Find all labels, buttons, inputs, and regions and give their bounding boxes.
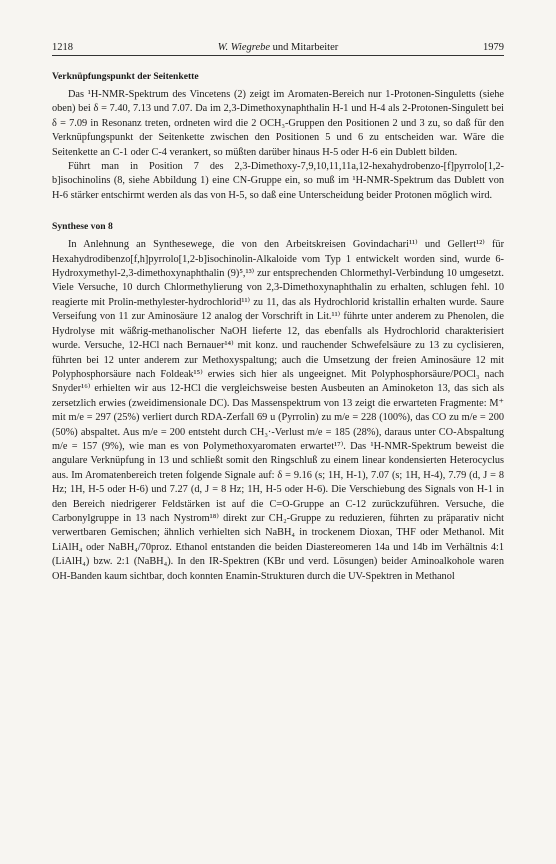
- publication-year: 1979: [483, 42, 504, 53]
- section-heading-verknuepfungspunkt: Verknüpfungspunkt der Seitenkette: [52, 71, 199, 82]
- running-header: [52, 42, 504, 56]
- paragraph-cn-gruppe: Führt man in Position 7 des 2,3-Dimethoxy-7,9,10,11,11a,12-hexahydrobenzo-[f]pyrrolo[1,2-b]isochinolins (8, siehe Abbildung 1) eine CN-Gruppe ein, so muß im ¹H-NMR-Spektrum das Dublett von H-6 stärker entschirmt werden als das von H-5, so daß eine Unterscheidung beider Protonen möglich wird.: [52, 161, 504, 201]
- section-heading-synthese: Synthese von 8: [52, 221, 113, 233]
- paragraph-synthese: In Anlehnung an Synthesewege, die von den Arbeitskreisen Govindachari¹¹⁾ und Gellert¹²⁾ für Hexahydrodibenzo[f,h]pyrrolo[1,2-b]isochinolin-Alkaloide vom Typ 1 entwickelt worden sind, wurde 6-Hydroxymethyl-2,3-dimethoxynaphthalin (9)⁵,¹³⁾ zur entsprechenden Chlormethyl-Verbindung 10 umgesetzt. Viele Versuche, 10 durch Chlormethylierung von 2,3-Dimethoxynaphthalin zu erhalten, schlugen fehl. 10 reagierte mit Prolin-methylester-hydrochlorid¹¹⁾ zu 11, das als Hydrochlorid kristallin erhalten wurde. Saure Verseifung von 11 zur Aminosäure 12 analog der Vorschrift in Lit.¹¹⁾ führte unter anderem zu Phenolen, die Hydrolyse mit wäßrig-methanolischer NaOH lieferte 12, das ebenfalls als Hydrochlorid charakterisiert wurde. Versuche, 12-HCl nach Bernauer¹⁴⁾ mit konz. und rauchender Schwefelsäure zu 13 zu cyclisieren, führten bei 12 unter anderem zur Methoxyspaltung; auch die Umsetzung der freien Aminosäure 12 mit Polyphosphorsäure nach Foldeak¹⁵⁾ erwies sich hier als ungeeignet. Mit Polyphosphorsäure/POCl₃ nach Snyder¹⁶⁾ erhielten wir aus 12-HCl die vergleichsweise besten Ausbeuten an Aminoketon 13, das sich als zersetzlich erwies (zweidimensionale DC). Das Massenspektrum von 13 zeigt die erwarteten Fragmente: M⁺ mit m/e = 297 (25%) verliert durch RDA-Zerfall 69 u (Pyrrolin) zu m/e = 228 (100%), das CO zu m/e = 200 (50%) abspaltet. Aus m/e = 200 entsteht durch CH₃·-Verlust m/e = 185 (28%), daraus unter CO-Abspaltung m/e = 157 (9%), wie man es von Polymethoxyaromaten erwartet¹⁷⁾. Das ¹H-NMR-Spektrum beweist die angulare Verknüpfung in 13 und schließt somit den Ringschluß zu einem linear kondensierten Heterocyclus aus. Im Aromatenbereich treten folgende Signale auf: δ = 9.16 (s; 1H, H-1), 7.07 (s; 1H, H-4), 7.79 (d, J = 8 Hz; 1H, H-5 oder H-6) und 7.27 (d, J = 8 Hz; 1H, H-5 oder H-6). Die Verschiebung des Signals von H-1 in den Bereich niedrigerer Feldstärken ist auf die C=O-Gruppe an C-12 zurückzuführen. Versuche, die Carbonylgruppe in 13 nach Nystrom¹⁸⁾ direkt zur CH₂-Gruppe zu reduzieren, führten zu präparativ nicht verwertbaren Gemischen; ähnlich verhielten sich NaBH₄ in trockenem Dioxan, THF oder Methanol. Mit LiAlH₄ oder NaBH₄/70proz. Ethanol entstanden die beiden Diastereomeren 14a und 14b im Verhältnis 4:1 (LiAlH₄) bzw. 2:1 (NaBH₄). In den IR-Spektren (KBr und verd. Lösungen) beider Aminoalkohole waren OH-Banden kaum sichtbar, doch konnten Enamin-Strukturen durch die UV-Spektren in Methanol: [52, 239, 504, 582]
- paragraph-nmr-vinceten: Das ¹H-NMR-Spektrum des Vincetens (2) zeigt im Aromaten-Bereich nur 1-Protonen-Singuletts (siehe oben) bei δ = 7.40, 7.13 und 7.07. Da im 2,3-Dimethoxynaphthalin H-1 und H-4 als 2-Protonen-Singulett bei δ = 7.09 in Resonanz treten, ordneten wird die 2 OCH₃-Gruppen den Positionen 2 und 3 zu, so daß für den Verknüpfungspunkt der Seitenkette zwischen den Positionen 5 und 6 zu entscheiden war. Wäre die Seitenkette an C-1 oder C-4 verankert, so müßten darüber hinaus H-5 oder H-6 ein Dublett bilden.: [52, 89, 504, 158]
- page-number: 1218: [52, 42, 73, 53]
- author-name: W. Wiegrebe: [217, 42, 271, 53]
- running-title: [218, 42, 339, 53]
- author-suffix: und Mitarbeiter: [270, 42, 339, 53]
